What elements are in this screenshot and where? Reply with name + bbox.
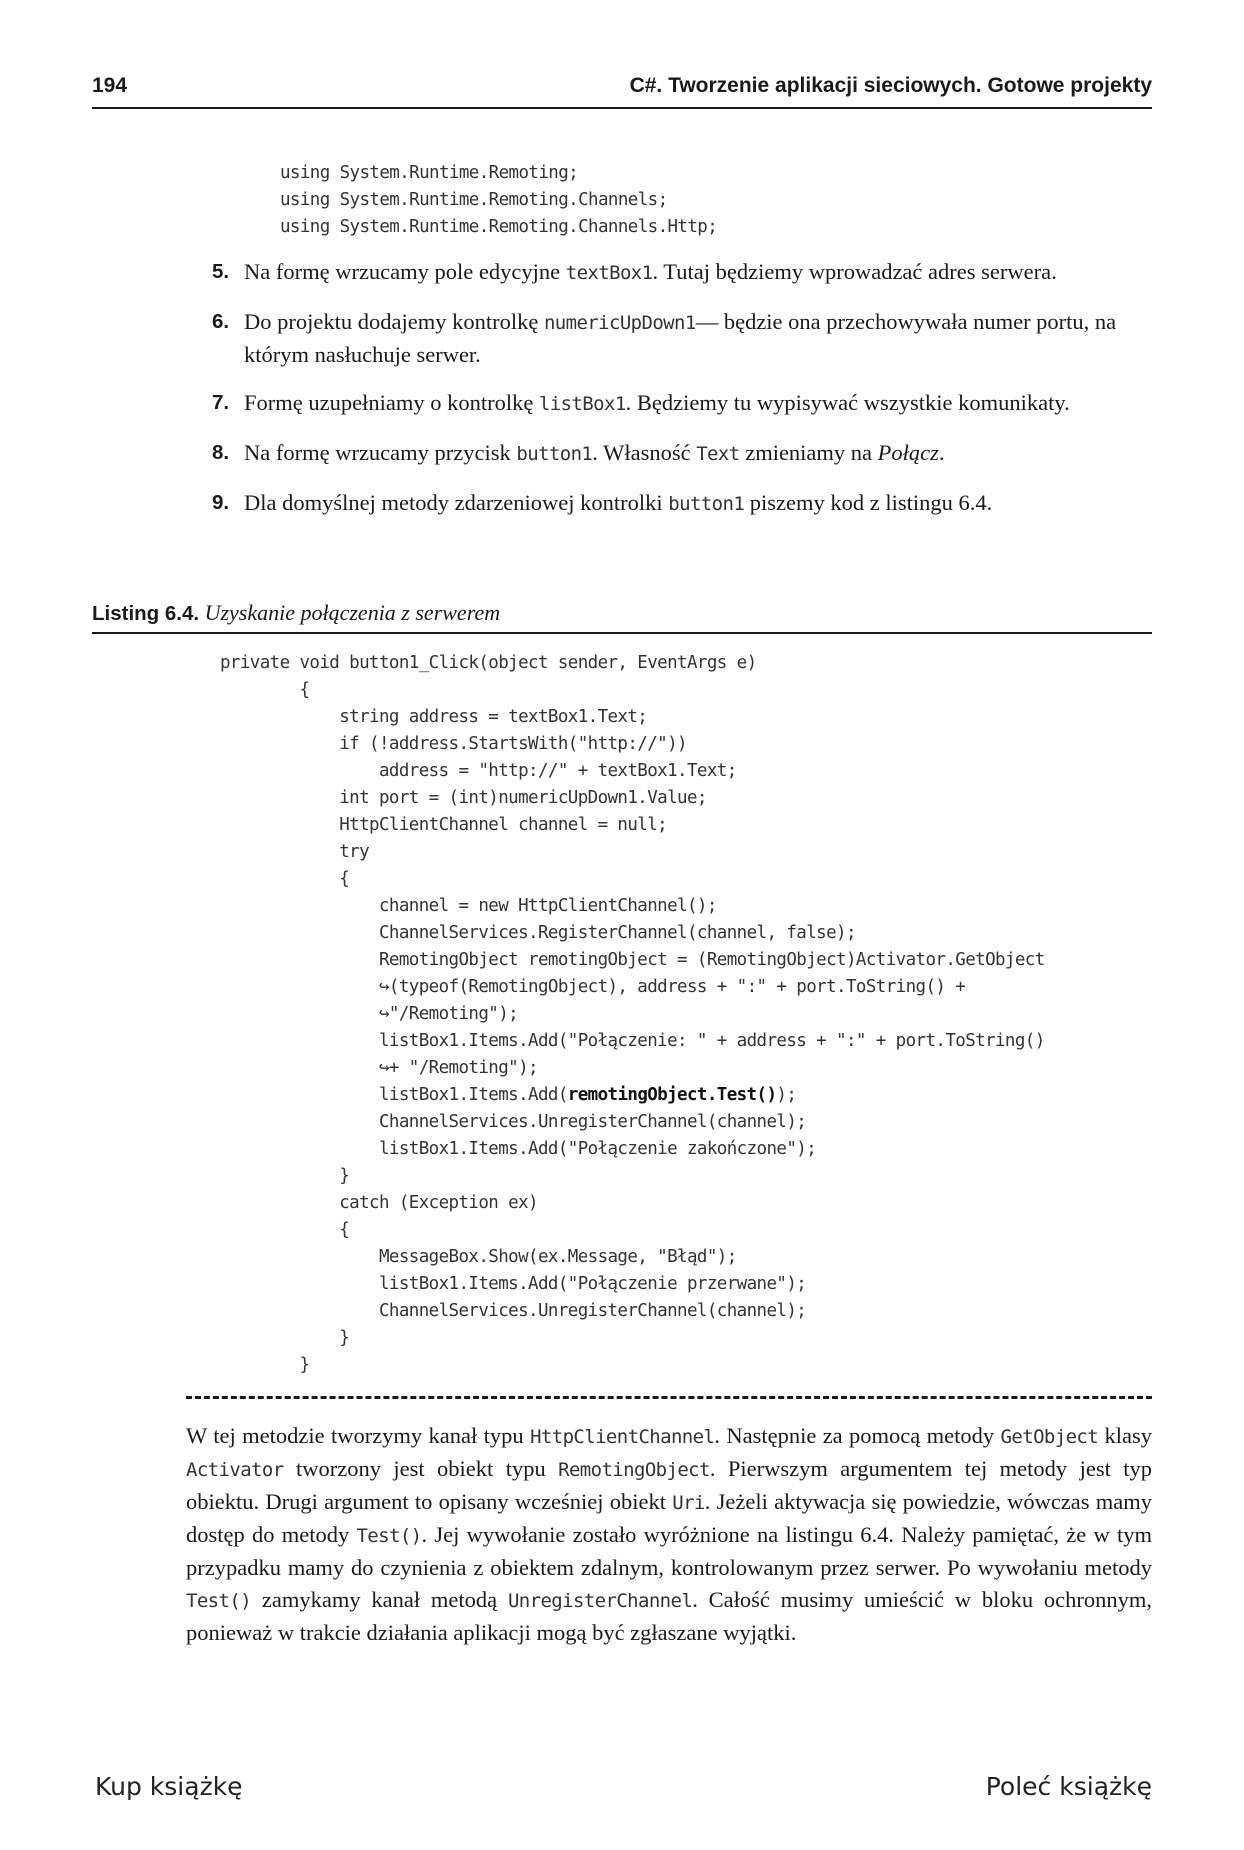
code-line: } [220, 1328, 350, 1348]
listing-bottom-rule [186, 1396, 1152, 1399]
listing-title: Uzyskanie połączenia z serwerem [204, 600, 501, 625]
code-line: private void button1_Click(object sender, EventArgs e) [220, 653, 757, 673]
step-text: — będzie ona przechowywała numer portu, na którym nasłuchuje serwer. [244, 309, 1117, 367]
step-text: . Będziemy tu wypisywać wszystkie komunikaty. [625, 390, 1070, 415]
running-header-title: C#. Tworzenie aplikacji sieciowych. Gotowe projekty [629, 74, 1152, 97]
listing-label: Listing 6.4. [92, 602, 200, 625]
step-text: Na formę wrzucamy przycisk [244, 440, 517, 465]
step-number: 6. [212, 310, 230, 333]
using-line: using System.Runtime.Remoting; [280, 163, 579, 183]
inline-code: Test() [356, 1525, 422, 1547]
code-line: channel = new HttpClientChannel(); [220, 896, 717, 916]
inline-code: textBox1 [565, 262, 653, 284]
code-line: try [220, 842, 370, 862]
code-line: int port = (int)numericUpDown1.Value; [220, 788, 707, 808]
para-text: . Jeżeli aktywacja się powiedzie, wówczas mamy dostęp do metody [186, 1489, 1153, 1547]
code-line: catch (Exception ex) [220, 1193, 538, 1213]
para-text: W tej metodzie tworzymy kanał typu [186, 1423, 531, 1448]
recommend-book-link[interactable]: Poleć książkę [985, 1772, 1152, 1801]
inline-code: button1 [668, 493, 745, 515]
step-text: . Własność [592, 440, 697, 465]
code-line: { [220, 869, 350, 889]
inline-code: RemotingObject [558, 1459, 710, 1481]
code-line: address = "http://" + textBox1.Text; [220, 761, 737, 781]
inline-code: Test() [186, 1590, 252, 1612]
step-number: 5. [212, 260, 230, 283]
buy-book-link[interactable]: Kup książkę [95, 1772, 243, 1801]
code-line: if (!address.StartsWith("http://")) [220, 734, 687, 754]
step-item [212, 437, 1152, 470]
para-text: zamykamy kanał metodą [251, 1587, 508, 1612]
para-text: klasy [1098, 1423, 1152, 1448]
using-line: using System.Runtime.Remoting.Channels; [280, 190, 668, 210]
code-line-highlighted [220, 1082, 796, 1109]
inline-code: Activator [186, 1459, 284, 1481]
code-line: ↪+ "/Remoting"); [220, 1058, 538, 1078]
code-line: } [220, 1355, 310, 1375]
step-text: Formę uzupełniamy o kontrolkę [244, 390, 539, 415]
para-text: tworzony jest obiekt typu [283, 1456, 559, 1481]
code-line: ChannelServices.RegisterChannel(channel, false); [220, 923, 856, 943]
code-line: listBox1.Items.Add("Połączenie: " + address + ":" + port.ToString() [220, 1031, 1045, 1051]
inline-code: numericUpDown1 [543, 312, 696, 334]
step-item [212, 256, 1152, 289]
code-line: listBox1.Items.Add("Połączenie przerwane"); [220, 1274, 807, 1294]
code-line: listBox1.Items.Add("Połączenie zakończone"); [220, 1139, 817, 1159]
body-paragraph [186, 1420, 1152, 1649]
step-number: 7. [212, 391, 230, 414]
para-text: . Jej wywołanie zostało wyróżnione na listingu 6.4. Należy pamiętać, że w tym przypadku mamy do czynienia z obiektem zdalnym, kontrolowanym przez serwer. Po wywołaniu metody [186, 1522, 1152, 1580]
numbered-steps [212, 256, 1152, 537]
code-line: } [220, 1166, 350, 1186]
code-line: MessageBox.Show(ex.Message, "Błąd"); [220, 1247, 737, 1267]
code-fragment: listBox1.Items.Add( [220, 1085, 568, 1105]
step-number: 8. [212, 441, 230, 464]
code-line: { [220, 680, 310, 700]
step-text: . [938, 440, 945, 465]
step-text: . Tutaj będziemy wprowadzać adres serwera. [652, 259, 1057, 284]
step-text: Na formę wrzucamy pole edycyjne [244, 259, 566, 284]
step-number: 9. [212, 491, 230, 514]
code-fragment: ); [776, 1085, 797, 1105]
step-text: piszemy kod z listingu 6.4. [744, 490, 993, 515]
inline-code: button1 [516, 443, 593, 465]
step-text: Do projektu dodajemy kontrolkę [244, 309, 544, 334]
code-line: ChannelServices.UnregisterChannel(channel); [220, 1301, 807, 1321]
step-item [212, 487, 1152, 520]
inline-code: listBox1 [538, 393, 626, 415]
step-text: Dla domyślnej metody zdarzeniowej kontrolki [244, 490, 669, 515]
step-emphasis: Połącz [877, 440, 939, 465]
para-text: . Następnie za pomocą metody [714, 1423, 1001, 1448]
code-line: ChannelServices.UnregisterChannel(channel); [220, 1112, 807, 1132]
using-line: using System.Runtime.Remoting.Channels.Http; [280, 217, 718, 237]
code-line: HttpClientChannel channel = null; [220, 815, 668, 835]
listing-caption [92, 600, 500, 626]
inline-code: HttpClientChannel [530, 1426, 715, 1448]
code-line: string address = textBox1.Text; [220, 707, 648, 727]
listing-top-rule [92, 632, 1152, 634]
code-line: ↪(typeof(RemotingObject), address + ":" + port.ToString() + [220, 977, 966, 997]
highlighted-call: remotingObject.Test() [567, 1085, 777, 1105]
step-text: zmieniamy na [739, 440, 878, 465]
inline-code: Text [696, 443, 740, 465]
inline-code: UnregisterChannel [507, 1590, 693, 1612]
step-item [212, 387, 1152, 420]
header-divider [92, 107, 1152, 109]
code-line: ↪"/Remoting"); [220, 1004, 519, 1024]
para-text: . Całość musimy umieścić w bloku ochronnym, ponieważ w trakcie działania aplikacji mogą być zgłaszane wyjątki. [186, 1587, 1152, 1645]
page-number: 194 [92, 74, 128, 97]
code-line: { [220, 1220, 350, 1240]
code-line: RemotingObject remotingObject = (RemotingObject)Activator.GetObject [220, 950, 1045, 970]
inline-code: GetObject [1000, 1426, 1099, 1448]
inline-code: Uri [672, 1492, 705, 1514]
para-text: . Pierwszym argumentem tej metody jest typ obiektu. Drugi argument to opisany wcześniej obiekt [186, 1456, 1152, 1514]
step-item [212, 306, 1152, 370]
